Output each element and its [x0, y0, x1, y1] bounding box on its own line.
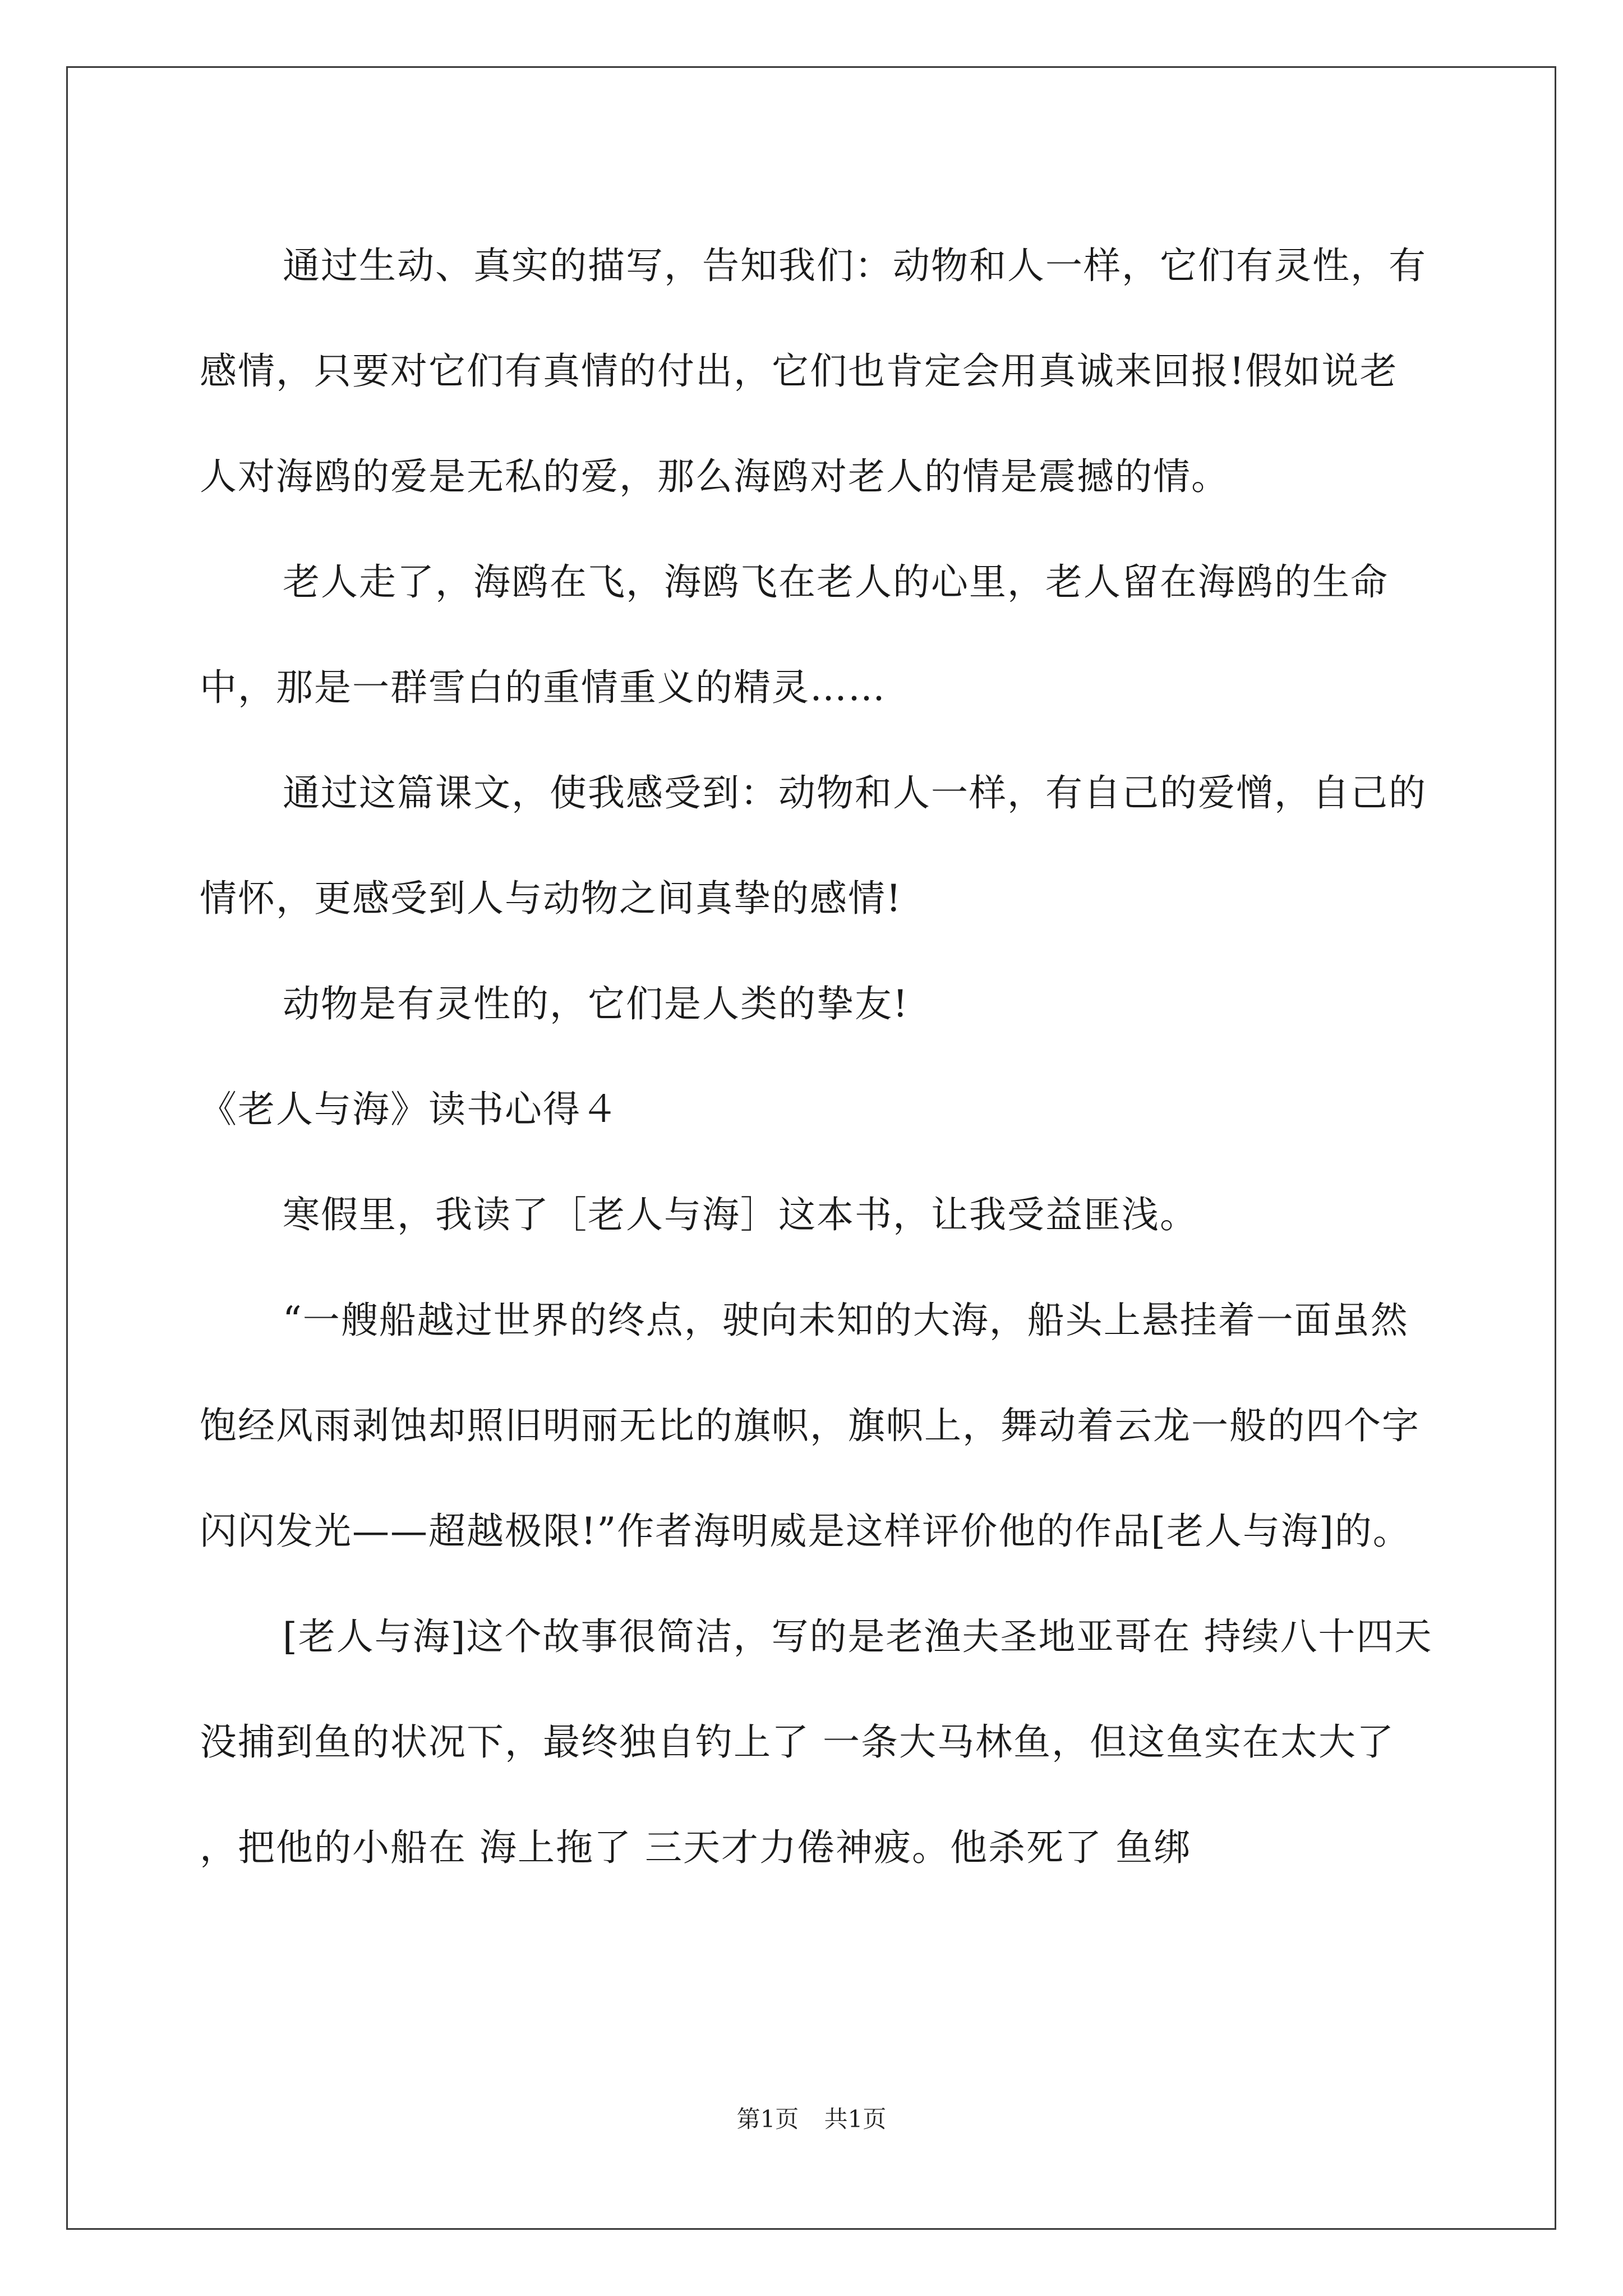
page-total: 共1页 — [824, 2105, 887, 2133]
paragraph: 动物是有灵性的，它们是人类的挚友! — [283, 982, 909, 1025]
page-number: 第1页 — [736, 2105, 799, 2133]
section-heading: 《老人与海》读书心得４ — [200, 1088, 619, 1131]
paragraph: 通过这篇课文，使我感受到：动物和人一样，有自己的爱憎，自己的情怀，更感受到人与动物之间真挚的感情! — [200, 771, 1427, 920]
paragraph: 通过生动、真实的描写，告知我们：动物和人一样，它们有灵性，有感情，只要对它们有真情的付出，它们也肯定会用真诚来回报!假如说老人对海鸥的爱是无私的爱，那么海鸥对老人的情是震撼的情。 — [200, 244, 1427, 498]
page-footer — [0, 2101, 1623, 2134]
paragraph: 寒假里，我读了［老人与海］这本书，让我受益匪浅。 — [283, 1193, 1198, 1236]
paragraph: “一艘船越过世界的终点，驶向未知的大海，船头上悬挂着一面虽然饱经风雨剥蚀却照旧明丽无比的旗帜，旗帜上，舞动着云龙一般的四个字闪闪发光——超越极限!”作者海明威是这样评价他的作品[老人与海]的。 — [200, 1299, 1420, 1553]
document-body — [200, 213, 1433, 1901]
paragraph: 老人走了，海鸥在飞，海鸥飞在老人的心里，老人留在海鸥的生命中，那是一群雪白的重情重义的精灵…… — [200, 560, 1389, 709]
paragraph: [老人与海]这个故事很简洁，写的是老渔夫圣地亚哥在 持续八十四天没捕到鱼的状况下，最终独自钓上了 一条大马林鱼，但这鱼实在太大了 ，把他的小船在 海上拖了 三天才力倦神疲。他杀死了 鱼绑 — [200, 1615, 1433, 1869]
